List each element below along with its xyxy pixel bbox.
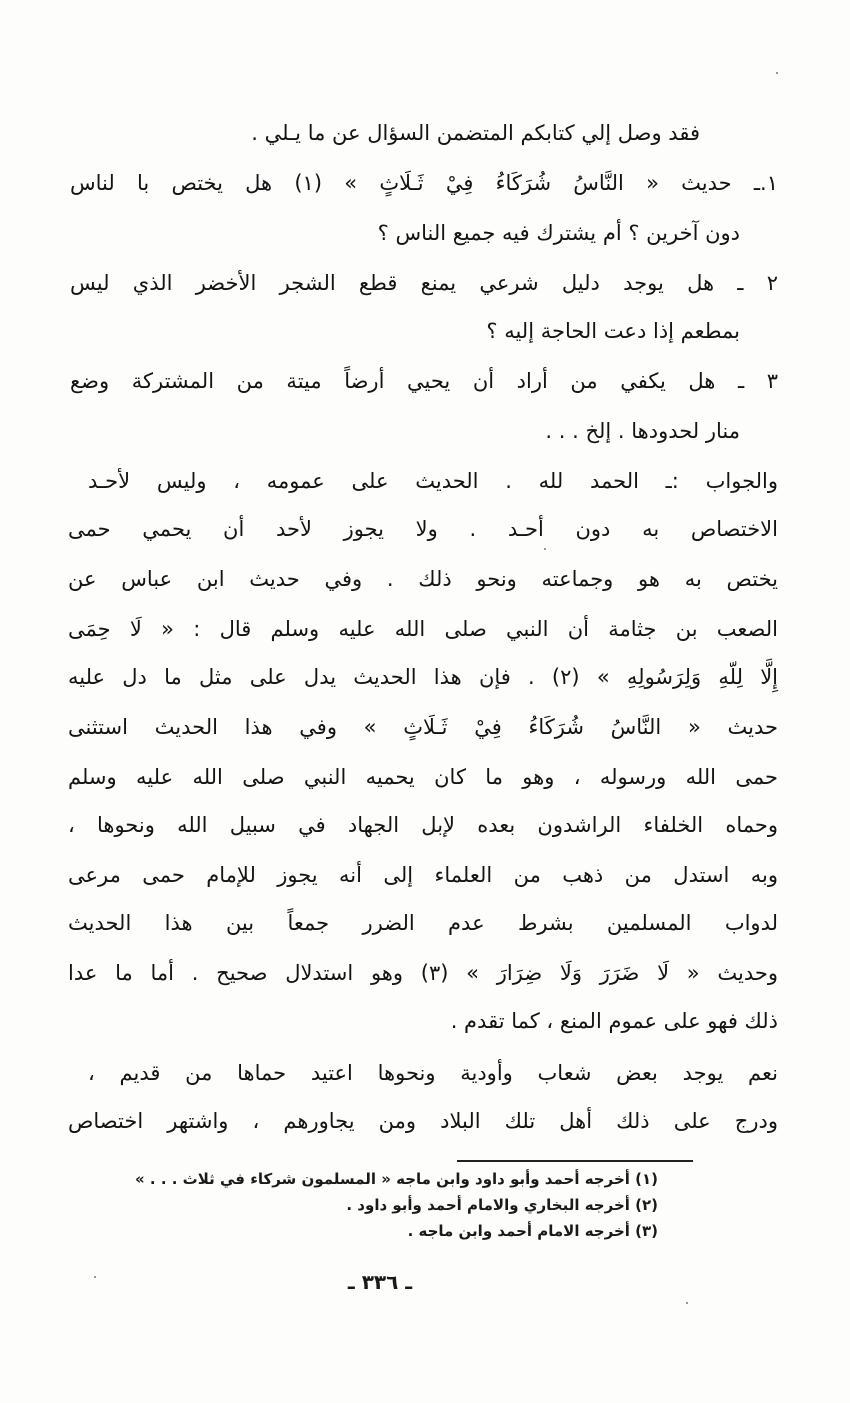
- footnote-separator: [457, 1160, 693, 1162]
- text-line-question-3-cont: منار لحدودها . إلخ . . .: [545, 419, 740, 443]
- text-line-answer-5: إِلَّا لِلّهِ وَلِرَسُولِهِ » (٢) . فإن هذا الحديث يدل على مثل ما دل عليه: [68, 665, 779, 689]
- text-line-answer-1: والجواب :ـ الحمد لله . الحديث على عمومه ، وليس لأحـد: [88, 469, 778, 493]
- text-line-answer-7: حمى الله ورسوله ، وهو ما كان يحميه النبي صلى الله عليه وسلم: [68, 765, 778, 789]
- text-line-question-2: ٢ ـ هل يوجد دليل شرعي يمنع قطع الشجر الأخضر الذي ليس: [70, 271, 778, 295]
- text-line-answer-2: الاختصاص به دون أحـد . ولا يجوز لأحد أن يحمي حمى: [68, 517, 778, 541]
- scan-speck: [776, 72, 778, 74]
- text-line-para-2-2: ودرج على ذلك أهل تلك البلاد ومن يجاورهم ، واشتهر اختصاص: [68, 1109, 778, 1133]
- text-line-answer-4: الصعب بن جثامة أن النبي صلى الله عليه وسلم قال : « لَا حِمَى: [68, 617, 778, 641]
- footnote-2: (٢) أخرجه البخاري والامام أحمد وأبو داود .: [346, 1196, 658, 1214]
- text-line-intro: فقد وصل إلي كتابكم المتضمن السؤال عن ما يـلي .: [251, 121, 700, 145]
- text-line-answer-9: وبه استدل من ذهب من العلماء إلى أنه يجوز للإمام حمى مرعى: [68, 863, 778, 887]
- text-line-answer-6: حديث « النَّاسُ شُرَكَاءُ فِيْ ثَـلَاثٍ » وفي هذا الحديث استثنى: [68, 715, 778, 739]
- text-line-question-1: ١.ـ حديث « النَّاسُ شُرَكَاءُ فِيْ ثَـلَاثٍ » (١) هل يختص با لناس: [70, 171, 778, 195]
- text-line-answer-3: يختص به هو وجماعته ونحو ذلك . وفي حديث ابن عباس عن: [68, 567, 778, 591]
- page-number: ـ ٣٣٦ ـ: [347, 1270, 413, 1294]
- text-line-answer-10: لدواب المسلمين بشرط عدم الضرر جمعاً بين هذا الحديث: [68, 911, 778, 935]
- text-line-answer-11: وحديث « لَا ضَرَرَ وَلَا ضِرَارَ » (٣) وهو استدلال صحيح . أما ما عدا: [68, 961, 779, 985]
- footnote-1: (١) أخرجه أحمد وأبو داود وابن ماجه « المسلمون شركاء في ثلاث . . . »: [134, 1170, 658, 1188]
- text-line-question-2-cont: بمطعم إذا دعت الحاجة إليه ؟: [486, 319, 740, 343]
- scan-speck: [686, 1302, 688, 1304]
- scan-speck: [544, 548, 546, 550]
- footnote-3: (٣) أخرجه الامام أحمد وابن ماجه .: [407, 1222, 658, 1240]
- text-line-answer-8: وحماه الخلفاء الراشدون بعده لإبل الجهاد في سبيل الله ونحوها ،: [68, 813, 778, 837]
- scan-speck: [94, 1276, 96, 1278]
- text-line-para-2-1: نعم يوجد بعض شعاب وأودية ونحوها اعتيد حماها من قديم ،: [88, 1061, 778, 1085]
- text-line-question-1-cont: دون آخرين ؟ أم يشترك فيه جميع الناس ؟: [377, 221, 740, 245]
- text-line-question-3: ٣ ـ هل يكفي من أراد أن يحيي أرضاً ميتة من المشتركة وضع: [70, 369, 778, 393]
- text-line-answer-12: ذلك فهو على عموم المنع ، كما تقدم .: [450, 1009, 778, 1033]
